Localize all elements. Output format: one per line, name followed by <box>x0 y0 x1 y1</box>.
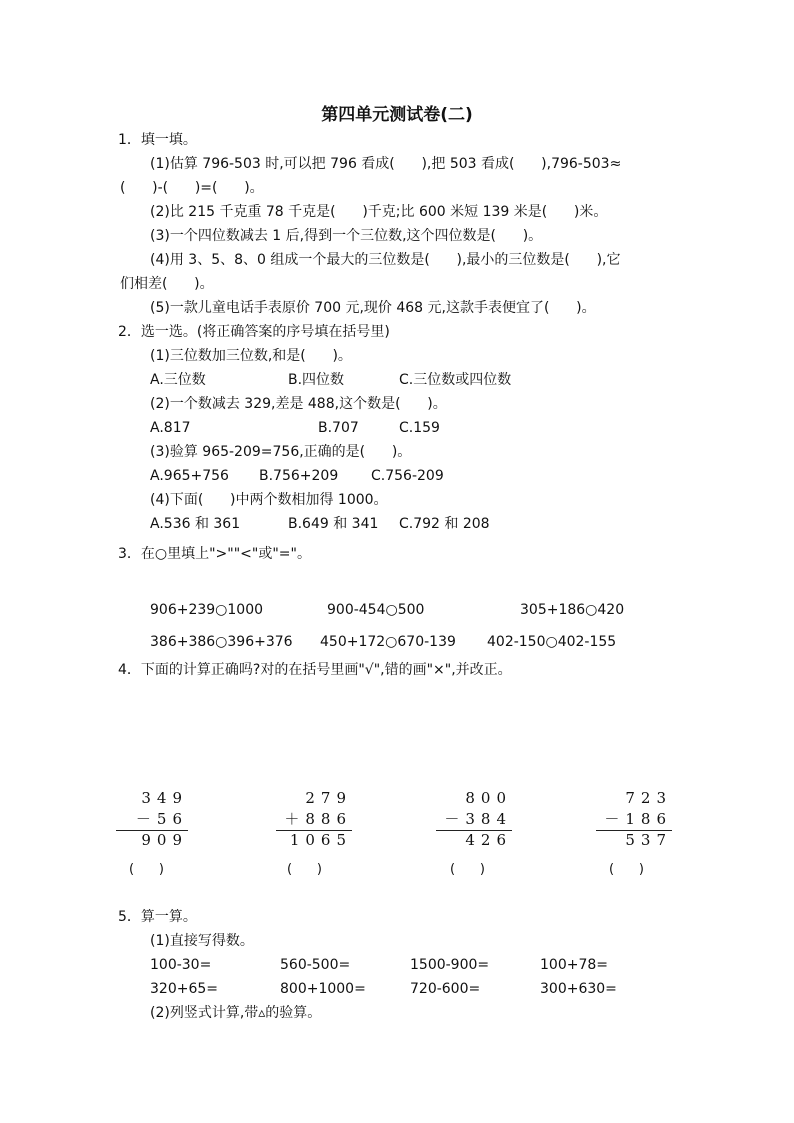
q1-4-line1: (4)用 3、5、8、0 组成一个最大的三位数是( ),最小的三位数是( ),它 <box>150 252 621 268</box>
q2-4-option-b: B.649 和 341 <box>288 516 379 532</box>
q1-1-line2: ( )-( )=( )。 <box>120 180 264 196</box>
q5-2: (2)列竖式计算,带▵的验算。 <box>150 1005 322 1021</box>
q2-2-option-b: B.707 <box>318 420 359 436</box>
calc-2-answer-paren: ( ) <box>287 862 322 877</box>
q2-3-option-b: B.756+209 <box>259 468 339 484</box>
oral-calc-6: 800+1000= <box>280 981 366 997</box>
q2-2: (2)一个数减去 329,差是 488,这个数是( )。 <box>150 396 447 412</box>
calc-1-result: 909 <box>141 831 188 849</box>
calc-4-bottom: －186 <box>604 810 672 828</box>
page-title: 第四单元测试卷(二) <box>321 105 473 125</box>
calc-1-rule <box>116 830 188 831</box>
q2-3-option-c: C.756-209 <box>371 468 444 484</box>
section-2-heading: 2．选一选。(将正确答案的序号填在括号里) <box>118 324 390 340</box>
vertical-calc-1 <box>112 788 188 851</box>
section-5-heading: 5．算一算。 <box>118 909 197 925</box>
vertical-calc-4 <box>592 788 672 851</box>
calc-4-answer-paren: ( ) <box>609 862 644 877</box>
calc-2-result: 1065 <box>289 831 352 849</box>
compare-item-3: 305+186○420 <box>520 602 625 618</box>
compare-item-6: 402-150○402-155 <box>487 634 617 650</box>
calc-1-answer-paren: ( ) <box>129 862 164 877</box>
q1-1-line1: (1)估算 796-503 时,可以把 796 看成( ),把 503 看成( ),796-503≈ <box>150 156 622 172</box>
q2-4: (4)下面( )中两个数相加得 1000。 <box>150 492 388 508</box>
q1-3: (3)一个四位数减去 1 后,得到一个三位数,这个四位数是( )。 <box>150 228 543 244</box>
q2-1-option-a: A.三位数 <box>150 372 206 388</box>
oral-calc-1: 100-30= <box>150 957 212 973</box>
calc-2-rule <box>276 830 352 831</box>
compare-item-5: 450+172○670-139 <box>320 634 456 650</box>
calc-3-answer-paren: ( ) <box>450 862 485 877</box>
calc-3-bottom: －384 <box>444 810 512 828</box>
calc-4-result: 537 <box>625 831 672 849</box>
q2-1-option-c: C.三位数或四位数 <box>399 372 512 388</box>
calc-3-rule <box>436 830 512 831</box>
vertical-calc-2 <box>272 788 352 851</box>
q2-1-option-b: B.四位数 <box>288 372 345 388</box>
q2-2-option-a: A.817 <box>150 420 191 436</box>
q2-1: (1)三位数加三位数,和是( )。 <box>150 348 352 364</box>
oral-calc-3: 1500-900= <box>410 957 490 973</box>
section-1-heading: 1．填一填。 <box>118 132 197 148</box>
calc-2-top: 279 <box>305 789 352 807</box>
q1-5: (5)一款儿童电话手表原价 700 元,现价 468 元,这款手表便宜了( )。 <box>150 300 596 316</box>
oral-calc-8: 300+630= <box>540 981 617 997</box>
calc-1-bottom: －56 <box>135 810 188 828</box>
calc-4-top: 723 <box>625 789 672 807</box>
q2-2-option-c: C.159 <box>399 420 440 436</box>
calc-3-result: 426 <box>465 831 512 849</box>
q2-3-option-a: A.965+756 <box>150 468 229 484</box>
q5-1: (1)直接写得数。 <box>150 933 254 949</box>
section-3-heading: 3．在○里填上">""<"或"="。 <box>118 546 311 562</box>
q2-4-option-a: A.536 和 361 <box>150 516 241 532</box>
compare-item-1: 906+239○1000 <box>150 602 264 618</box>
calc-2-bottom: ＋886 <box>284 810 352 828</box>
q1-2: (2)比 215 千克重 78 千克是( )千克;比 600 米短 139 米是( )米。 <box>150 204 608 220</box>
calc-4-rule <box>596 830 672 831</box>
compare-item-4: 386+386○396+376 <box>150 634 293 650</box>
q1-4-line2: 们相差( )。 <box>120 276 214 292</box>
oral-calc-4: 100+78= <box>540 957 608 973</box>
q2-4-option-c: C.792 和 208 <box>399 516 490 532</box>
vertical-calc-3 <box>432 788 512 851</box>
calc-3-top: 800 <box>465 789 512 807</box>
oral-calc-7: 720-600= <box>410 981 481 997</box>
q2-3: (3)验算 965-209=756,正确的是( )。 <box>150 444 412 460</box>
calc-1-top: 349 <box>141 789 188 807</box>
oral-calc-5: 320+65= <box>150 981 218 997</box>
oral-calc-2: 560-500= <box>280 957 351 973</box>
section-4-heading: 4．下面的计算正确吗?对的在括号里画"√",错的画"×",并改正。 <box>118 662 512 678</box>
compare-item-2: 900-454○500 <box>327 602 425 618</box>
